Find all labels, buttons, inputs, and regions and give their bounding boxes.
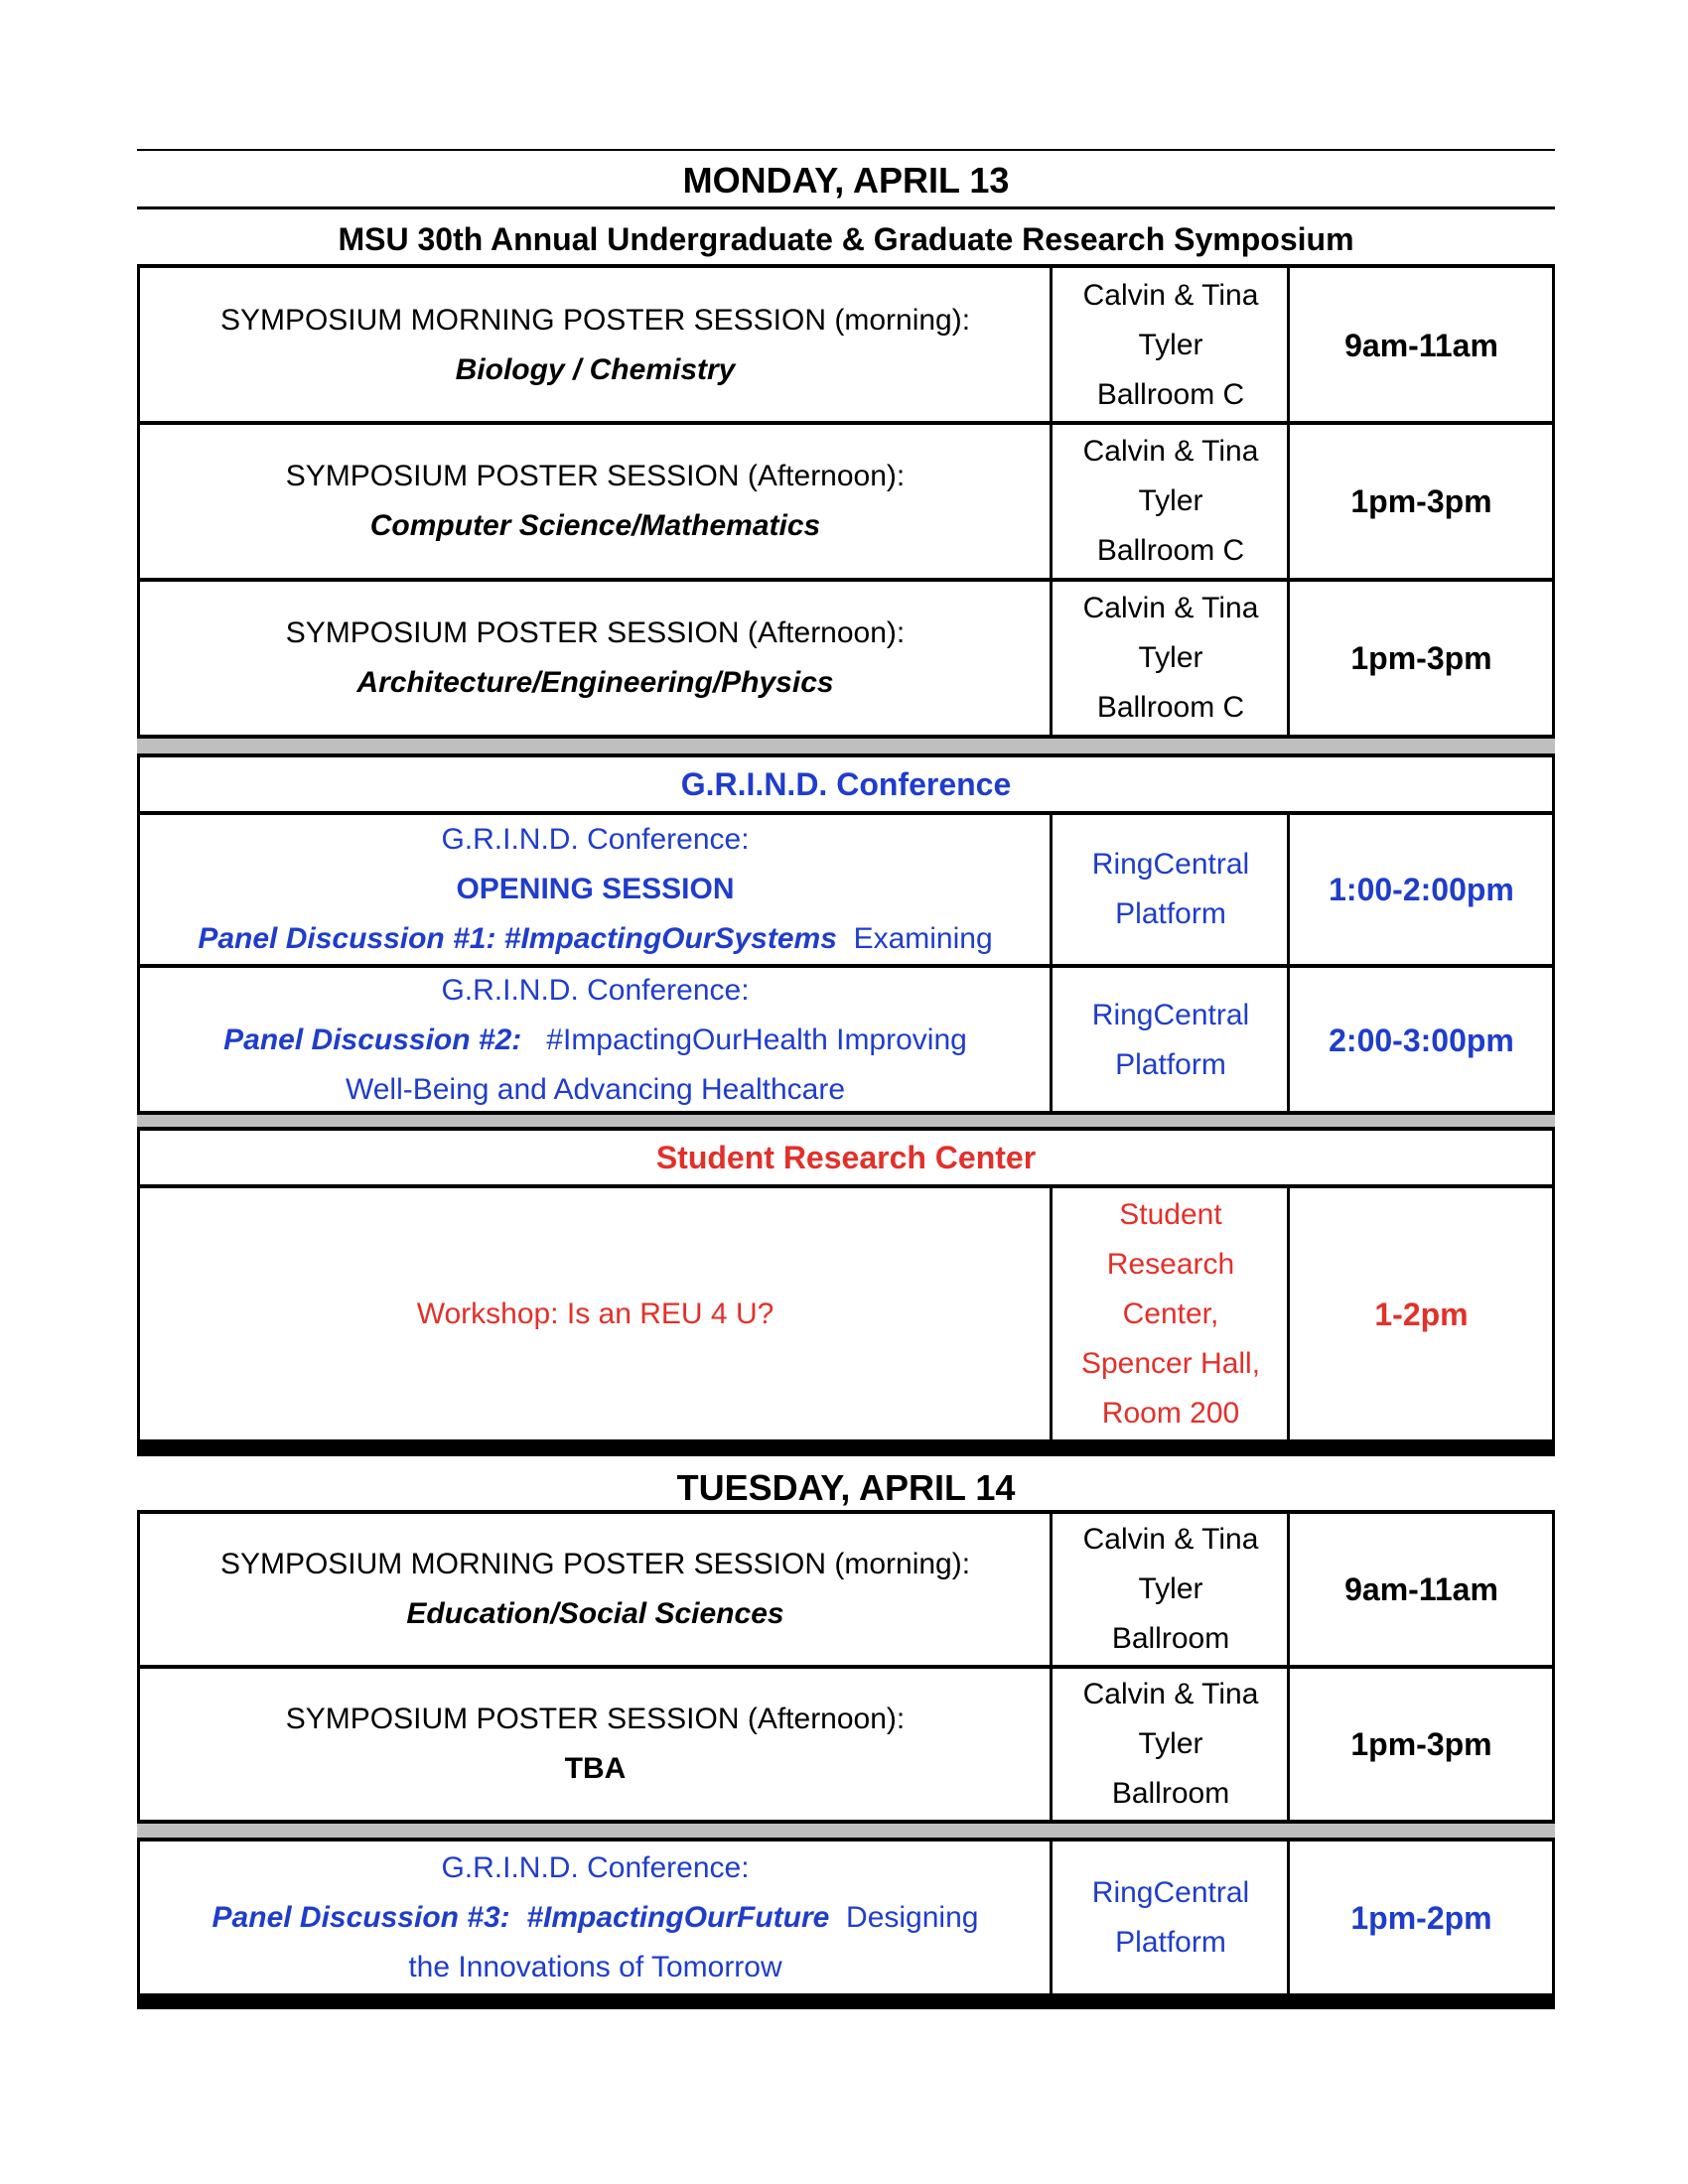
location-line: Ballroom C bbox=[1096, 534, 1245, 567]
panel-label: Panel Discussion #2: bbox=[223, 1023, 522, 1056]
panel-label: Panel Discussion #1: #ImpactingOurSystems bbox=[198, 922, 837, 955]
location-line: Spencer Hall, bbox=[1080, 1346, 1261, 1380]
panel-line bbox=[223, 1016, 967, 1065]
location-cell bbox=[1054, 968, 1288, 1112]
location-line: Research bbox=[1106, 1247, 1235, 1281]
session-name: SYMPOSIUM MORNING POSTER SESSION (morning): bbox=[219, 303, 971, 337]
panel-line bbox=[198, 914, 992, 964]
location-line: Platform bbox=[1115, 1925, 1226, 1959]
time-cell: 9am-11am bbox=[1344, 327, 1498, 363]
session-name: SYMPOSIUM POSTER SESSION (Afternoon): bbox=[285, 616, 906, 649]
section-end-bar bbox=[137, 1439, 1555, 1456]
location-cell bbox=[1054, 582, 1288, 735]
session-topic: Biology / Chemistry bbox=[455, 352, 736, 386]
section-separator bbox=[137, 1115, 1555, 1127]
location-line: Tyler bbox=[1138, 641, 1203, 674]
session-topic: Computer Science/Mathematics bbox=[369, 509, 821, 542]
panel-description-cont: the Innovations of Tomorrow bbox=[408, 1950, 782, 1983]
location-cell bbox=[1054, 1842, 1288, 1993]
location-line: Calvin & Tina bbox=[1082, 278, 1259, 312]
location-line: Platform bbox=[1115, 1047, 1226, 1081]
location-cell bbox=[1054, 1514, 1288, 1665]
session-cell bbox=[140, 1514, 1051, 1665]
session-cell bbox=[140, 425, 1051, 578]
grind-section-header: G.R.I.N.D. Conference bbox=[680, 765, 1012, 802]
location-line: Tyler bbox=[1138, 328, 1203, 361]
table-right-border bbox=[1552, 1510, 1555, 1996]
location-line: RingCentral bbox=[1091, 998, 1250, 1031]
session-cell bbox=[140, 582, 1051, 735]
session-cell bbox=[140, 1842, 1051, 1993]
location-cell bbox=[1054, 1188, 1288, 1439]
session-cell bbox=[140, 1669, 1051, 1820]
location-line: Ballroom bbox=[1111, 1777, 1230, 1810]
session-name: SYMPOSIUM POSTER SESSION (Afternoon): bbox=[285, 1703, 906, 1735]
time-cell: 1:00-2:00pm bbox=[1329, 872, 1514, 907]
location-line: Platform bbox=[1115, 897, 1226, 930]
location-line: Calvin & Tina bbox=[1082, 1523, 1259, 1556]
location-line: Ballroom bbox=[1111, 1622, 1230, 1655]
monday-title: MONDAY, APRIL 13 bbox=[682, 160, 1010, 201]
location-line: RingCentral bbox=[1091, 1875, 1250, 1909]
panel-description: #ImpactingOurHealth Improving bbox=[546, 1023, 967, 1056]
location-line: Ballroom C bbox=[1096, 377, 1245, 411]
session-cell bbox=[140, 968, 1051, 1112]
section-separator bbox=[137, 739, 1555, 753]
time-cell: 1pm-2pm bbox=[1350, 1899, 1492, 1936]
session-name: G.R.I.N.D. Conference: bbox=[441, 1850, 750, 1884]
location-line: Ballroom C bbox=[1096, 691, 1245, 724]
time-cell: 2:00-3:00pm bbox=[1329, 1022, 1514, 1058]
time-cell: 9am-11am bbox=[1344, 1571, 1498, 1607]
time-cell: 1pm-3pm bbox=[1350, 1726, 1492, 1762]
location-line: Tyler bbox=[1138, 484, 1203, 517]
panel-description: Examining bbox=[853, 922, 993, 955]
section-separator bbox=[137, 1824, 1555, 1838]
panel-description: Designing bbox=[846, 1900, 979, 1934]
panel-label: Panel Discussion #3: #ImpactingOurFuture bbox=[211, 1900, 830, 1934]
location-line: Tyler bbox=[1138, 1727, 1203, 1760]
table-right-border bbox=[1552, 264, 1555, 1455]
location-line: Center, bbox=[1122, 1297, 1219, 1330]
session-topic: TBA bbox=[564, 1752, 627, 1785]
location-line: Student bbox=[1119, 1197, 1222, 1231]
src-section-header: Student Research Center bbox=[655, 1139, 1037, 1175]
time-cell: 1pm-3pm bbox=[1350, 483, 1492, 519]
panel-description-cont: Well-Being and Advancing Healthcare bbox=[345, 1072, 846, 1106]
session-cell bbox=[140, 815, 1051, 964]
location-line: Calvin & Tina bbox=[1082, 592, 1259, 624]
location-line: Room 200 bbox=[1101, 1396, 1240, 1430]
section-end-bar bbox=[137, 1993, 1555, 2009]
location-line: Calvin & Tina bbox=[1082, 1678, 1259, 1710]
session-cell: Workshop: Is an REU 4 U? bbox=[416, 1297, 774, 1330]
tuesday-title: TUESDAY, APRIL 14 bbox=[676, 1467, 1016, 1508]
symposium-title: MSU 30th Annual Undergraduate & Graduate Research Symposium bbox=[338, 221, 1354, 257]
top-rule bbox=[137, 149, 1555, 151]
monday-title-rule bbox=[137, 206, 1555, 209]
session-cell bbox=[140, 268, 1051, 422]
location-cell bbox=[1054, 268, 1288, 422]
session-name: G.R.I.N.D. Conference: bbox=[441, 973, 750, 1007]
session-name: SYMPOSIUM MORNING POSTER SESSION (morning): bbox=[219, 1548, 971, 1580]
session-name: G.R.I.N.D. Conference: bbox=[441, 823, 750, 856]
session-topic: Education/Social Sciences bbox=[406, 1597, 784, 1630]
time-cell: 1-2pm bbox=[1374, 1296, 1469, 1332]
session-subtitle: OPENING SESSION bbox=[456, 873, 735, 905]
time-cell: 1pm-3pm bbox=[1350, 640, 1492, 676]
location-line: RingCentral bbox=[1091, 848, 1250, 881]
session-topic: Architecture/Engineering/Physics bbox=[356, 666, 834, 699]
location-cell bbox=[1054, 815, 1288, 964]
location-cell bbox=[1054, 1669, 1288, 1820]
location-line: Tyler bbox=[1138, 1572, 1203, 1605]
location-cell bbox=[1054, 425, 1288, 578]
session-name: SYMPOSIUM POSTER SESSION (Afternoon): bbox=[285, 460, 906, 492]
location-line: Calvin & Tina bbox=[1082, 435, 1259, 468]
panel-line bbox=[212, 1893, 979, 1943]
